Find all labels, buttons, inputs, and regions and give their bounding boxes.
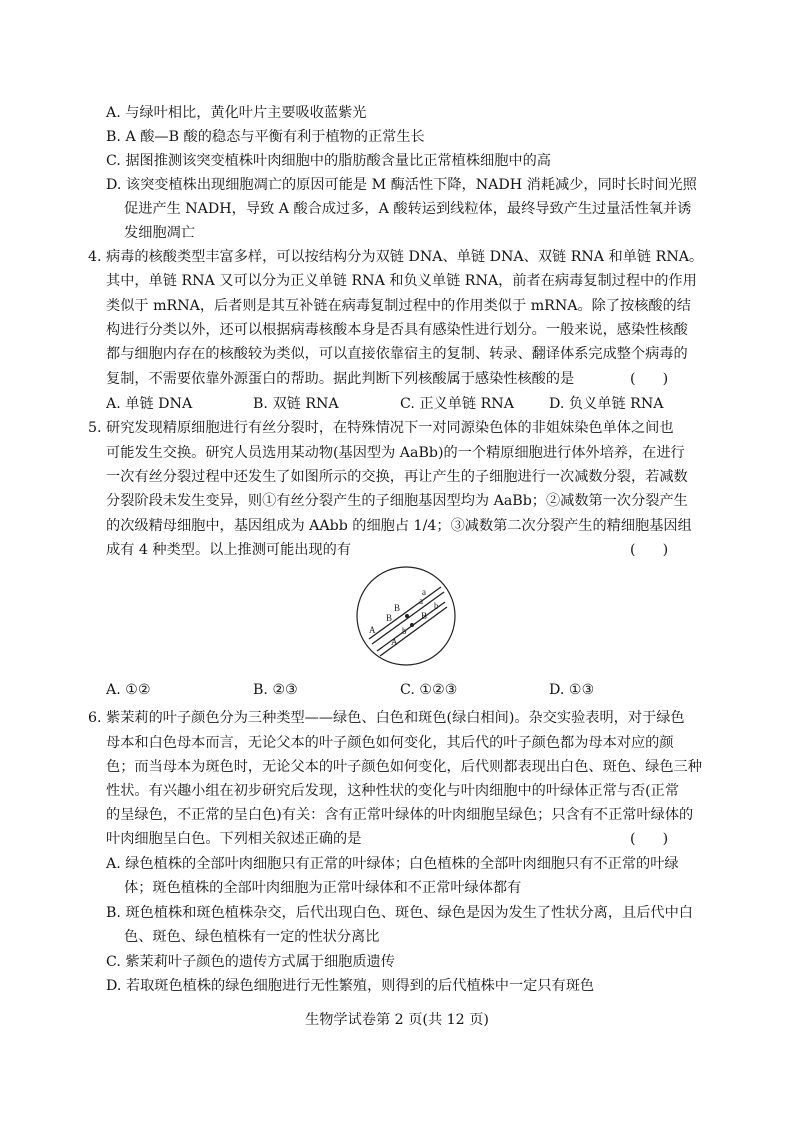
gene-label: B bbox=[421, 611, 428, 621]
q6-option-c: C. 紫茉莉叶子颜色的遗传方式属于细胞质遗传 bbox=[106, 954, 395, 970]
gene-label: B bbox=[394, 603, 401, 613]
q4-stem-line2: 其中，单链 RNA 又可以分为正义单链 RNA 和负义单链 RNA，前者在病毒复制过程中的作用 bbox=[106, 273, 697, 289]
q5-answer-bracket: ( ) bbox=[630, 542, 669, 558]
q6-option-a-line1: A. 绿色植株的全部叶肉细胞只有正常的叶绿体；白色植株的全部叶肉细胞只有不正常的叶绿 bbox=[106, 856, 679, 872]
gene-label: a bbox=[419, 596, 423, 606]
chromosome-crossover-figure bbox=[355, 565, 457, 667]
centromere bbox=[405, 614, 409, 618]
q4-option-b: B. 双链 RNA bbox=[253, 396, 339, 412]
q5-stem-line6: 成有 4 种类型。以上推测可能出现的有 bbox=[106, 542, 352, 558]
q6-stem-line2: 母本和白色母本而言，无论父本的叶子颜色如何变化，其后代的叶子颜色都为母本对应的颜 bbox=[106, 735, 674, 751]
q6-stem-line1: 6. 紫茉莉的叶子颜色分为三种类型——绿色、白色和斑色(绿白相间)。杂交实验表明，对于绿色 bbox=[88, 710, 685, 726]
q6-answer-bracket: ( ) bbox=[630, 831, 669, 847]
gene-label: B bbox=[386, 613, 393, 623]
q4-option-c: C. 正义单链 RNA bbox=[400, 396, 514, 412]
gene-label: b bbox=[434, 601, 439, 611]
q5-option-a: A. ①② bbox=[106, 682, 151, 698]
q3-option-b: B. A 酸—B 酸的稳态与平衡有利于植物的正常生长 bbox=[106, 129, 425, 145]
centromere bbox=[410, 623, 414, 627]
q6-option-a-line2: 体；斑色植株的全部叶肉细胞为正常叶绿体和不正常叶绿体都有 bbox=[124, 880, 522, 896]
q6-stem-line5: 的呈绿色，不正常的呈白色)有关：含有正常叶绿体的叶肉细胞呈绿色；只含有不正常叶绿体的 bbox=[106, 807, 694, 823]
q4-stem-line1: 4. 病毒的核酸类型丰富多样，可以按结构分为双链 DNA、单链 DNA、双链 RNA 和单链 RNA。 bbox=[88, 249, 704, 265]
q4-stem-line3: 类似于 mRNA，后者则是其互补链在病毒复制过程中的作用类似于 mRNA。除了按核酸的结 bbox=[106, 298, 691, 314]
q5-stem-line3: 一次有丝分裂过程中还发生了如图所示的交换，再让产生的子细胞进行一次减数分裂，若减数 bbox=[106, 469, 688, 485]
q6-stem-line4: 性状。有兴趣小组在初步研究后发现，这种性状的变化与叶肉细胞中的叶绿体正常与否(正常 bbox=[106, 783, 680, 799]
q4-stem-line4: 构进行分类以外，还可以根据病毒核酸本身是否具有感染性进行划分。一般来说，感染性核酸 bbox=[106, 322, 688, 338]
q4-answer-bracket: ( ) bbox=[630, 371, 669, 387]
q5-stem-line2: 可能发生交换。研究人员选用某动物(基因型为 AaBb)的一个精原细胞进行体外培养，在进行 bbox=[106, 445, 685, 461]
gene-label: A bbox=[391, 637, 398, 647]
gene-label: a bbox=[422, 587, 426, 597]
q3-option-d-line1: D. 该突变植株出现细胞凋亡的原因可能是 M 酶活性下降，NADH 消耗减少，同时长时间光照 bbox=[106, 177, 697, 193]
q5-option-c: C. ①②③ bbox=[400, 682, 458, 698]
q3-option-a: A. 与绿叶相比，黄化叶片主要吸收蓝紫光 bbox=[106, 105, 367, 121]
q4-stem-line6: 复制，不需要依靠外源蛋白的帮助。据此判断下列核酸属于感染性核酸的是 bbox=[106, 371, 575, 387]
q3-option-d-line2: 促进产生 NADH，导致 A 酸合成过多，A 酸转运到线粒体，最终导致产生过量活性氧并诱 bbox=[124, 201, 692, 217]
q4-stem-line5: 都与细胞内存在的核酸较为类似，可以直接依靠宿主的复制、转录、翻译体系完成整个病毒的 bbox=[106, 346, 688, 362]
q3-option-d-line3: 发细胞凋亡 bbox=[124, 225, 195, 241]
page-footer: 生物学试卷第 2 页(共 12 页) bbox=[305, 1012, 489, 1028]
q5-option-d: D. ①③ bbox=[549, 682, 595, 698]
q6-option-b-line1: B. 斑色植株和斑色植株杂交，后代出现白色、斑色、绿色是因为发生了性状分离，且后代中白 bbox=[106, 905, 693, 921]
q4-option-a: A. 单链 DNA bbox=[106, 396, 193, 412]
q6-stem-line3: 色；而当母本为斑色时，无论父本的叶子颜色如何变化，后代则都表现出白色、斑色、绿色三种 bbox=[106, 759, 702, 775]
q4-option-d: D. 负义单链 RNA bbox=[549, 396, 664, 412]
q5-stem-line1: 5. 研究发现精原细胞进行有丝分裂时，在特殊情况下一对同源染色体的非姐妹染色单体之间也 bbox=[88, 420, 674, 436]
gene-label: b bbox=[402, 626, 407, 636]
q5-stem-line4: 分裂阶段未发生变异，则①有丝分裂产生的子细胞基因型均为 AaBb；②减数第一次分裂产生 bbox=[106, 493, 688, 509]
gene-label: A bbox=[369, 625, 376, 635]
q5-option-b: B. ②③ bbox=[253, 682, 298, 698]
q6-stem-line6: 叶肉细胞呈白色。下列相关叙述正确的是 bbox=[106, 831, 362, 847]
q3-option-c: C. 据图推测该突变植株叶肉细胞中的脂肪酸含量比正常植株细胞中的高 bbox=[106, 153, 551, 169]
q5-stem-line5: 的次级精母细胞中，基因组成为 AAbb 的细胞占 1/4；③减数第二次分裂产生的精细胞基因组 bbox=[106, 518, 692, 534]
q6-option-d: D. 若取斑色植株的绿色细胞进行无性繁殖，则得到的后代植株中一定只有斑色 bbox=[106, 978, 595, 994]
q6-option-b-line2: 色、斑色、绿色植株有一定的性状分离比 bbox=[124, 929, 380, 945]
